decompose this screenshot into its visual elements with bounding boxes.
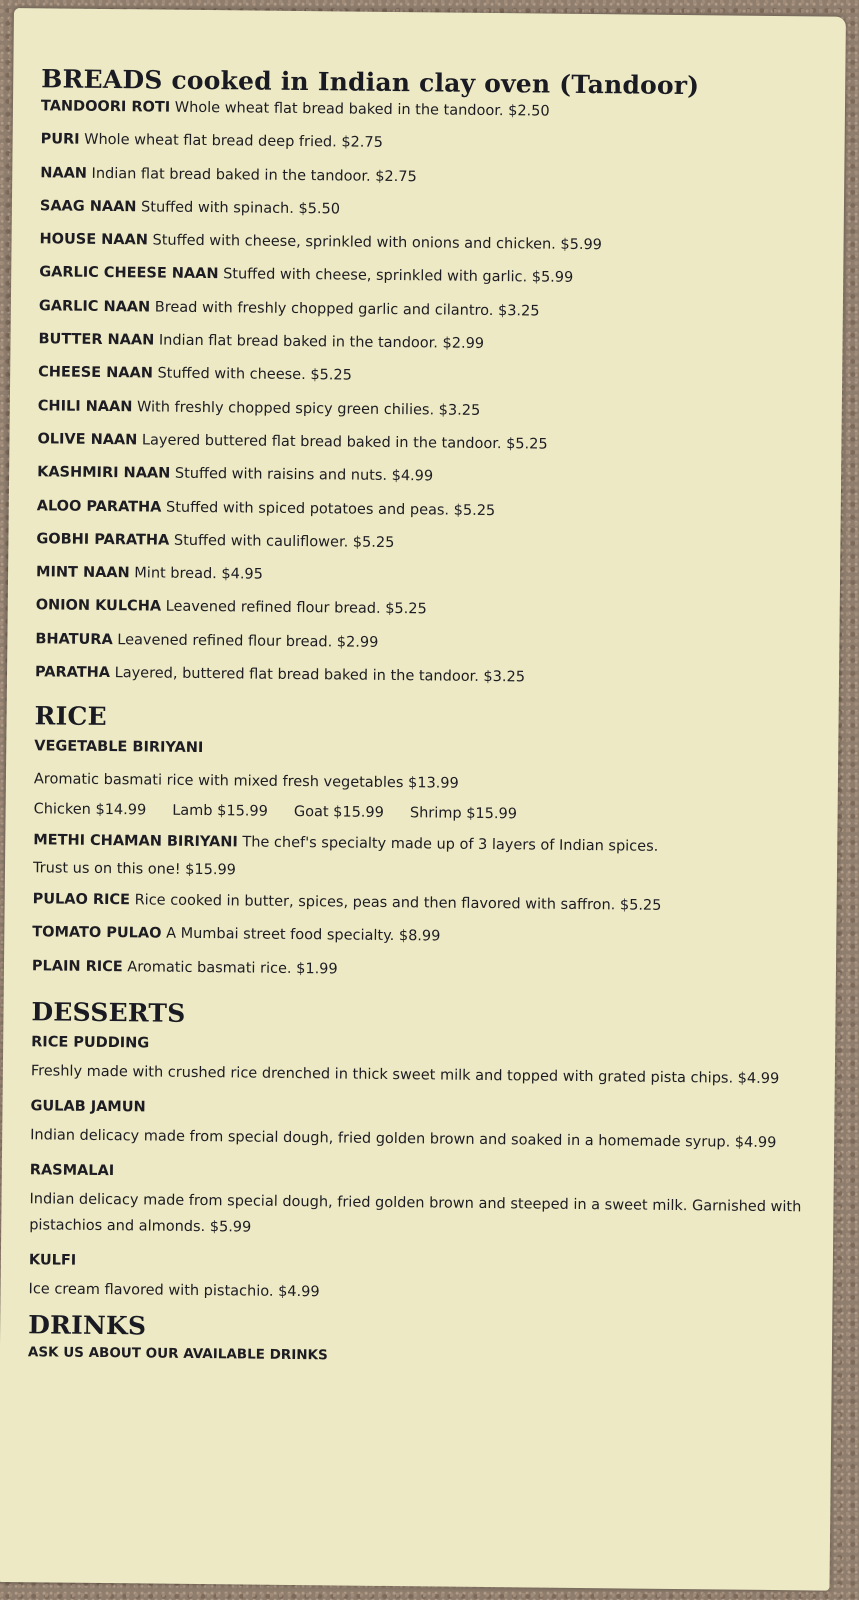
item-name: KULFI <box>28 1252 77 1269</box>
item-desc: Layered buttered flat bread baked in the tandoor. $5.25 <box>137 432 548 453</box>
item-name: HOUSE NAAN <box>39 231 149 249</box>
item-name: CHILI NAAN <box>37 397 133 415</box>
item-desc: Leavened refined flour bread. $5.25 <box>161 599 427 618</box>
item-desc: A Mumbai street food specialty. $8.99 <box>161 925 441 945</box>
drinks-heading: DRINKS <box>28 1310 147 1341</box>
item-name: RASMALAI <box>29 1162 115 1179</box>
item-desc: Leavened refined flour bread. $2.99 <box>112 631 379 651</box>
item-desc-continued: Trust us on this one! $15.99 <box>32 860 237 879</box>
item-name: BHATURA <box>35 631 113 648</box>
item-name: TANDOORI ROTI <box>40 98 171 116</box>
item-desc: Bread with freshly chopped garlic and cilantro. $3.25 <box>150 299 540 320</box>
item-name: ALOO PARATHA <box>36 497 162 516</box>
item-desc: Ice cream flavored with pistachio. $4.99 <box>28 1281 320 1301</box>
item-name: KASHMIRI NAAN <box>37 464 171 482</box>
item-desc: Stuffed with raisins and nuts. $4.99 <box>170 465 434 485</box>
drinks-note: ASK US ABOUT OUR AVAILABLE DRINKS <box>27 1344 328 1364</box>
item-name: RICE PUDDING <box>31 1034 150 1052</box>
item-desc: Indian flat bread baked in the tandoor. $2.99 <box>154 332 485 353</box>
item-name: PURI <box>40 131 80 148</box>
item-name: ONION KULCHA <box>35 597 162 616</box>
item-name: NAAN <box>40 164 88 182</box>
item-name: TOMATO PULAO <box>32 924 162 942</box>
variant-price: Shrimp $15.99 <box>409 804 518 822</box>
item-name: PLAIN RICE <box>31 957 123 975</box>
item-desc: Layered, buttered flat bread baked in the tandoor. $3.25 <box>109 665 526 686</box>
item-desc: Stuffed with cauliflower. $5.25 <box>169 532 395 551</box>
item-desc: Indian delicacy made from special dough, fried golden brown and steeped in a sweet milk. Garnished with pistachios and almonds. $5.99 <box>29 1191 802 1236</box>
menu-content <box>28 64 832 1373</box>
item-name: PULAO RICE <box>32 891 131 909</box>
item-desc: Stuffed with spinach. $5.50 <box>136 199 341 218</box>
item-name: OLIVE NAAN <box>37 431 138 449</box>
item-desc: Stuffed with cheese, sprinkled with onions and chicken. $5.99 <box>147 232 603 254</box>
item-desc: Aromatic basmati rice. $1.99 <box>122 958 338 977</box>
item-desc: Indian delicacy made from special dough, fried golden brown and soaked in a homemade syrup. $4.99 <box>30 1127 777 1151</box>
item-desc: Freshly made with crushed rice drenched in thick sweet milk and topped with grated pista chips. $4.99 <box>30 1063 780 1087</box>
item-name: METHI CHAMAN BIRIYANI <box>33 831 238 851</box>
item-desc: Whole wheat flat bread deep fried. $2.75 <box>79 131 383 152</box>
item-name: GARLIC CHEESE NAAN <box>39 264 219 283</box>
menu-page <box>0 8 846 1591</box>
item-name: VEGETABLE BIRIYANI <box>34 738 204 757</box>
desserts-list <box>28 1026 821 1310</box>
item-desc: Stuffed with cheese, sprinkled with garlic. $5.99 <box>218 266 574 287</box>
item-desc: Indian flat bread baked in the tandoor. $2.75 <box>86 165 417 185</box>
breads-list <box>35 90 831 698</box>
rice-heading: RICE <box>34 701 107 732</box>
item-name: MINT NAAN <box>36 564 130 582</box>
item-name: GULAB JAMUN <box>30 1098 146 1116</box>
item-name: BUTTER NAAN <box>38 331 155 349</box>
breads-heading: BREADS cooked in Indian clay oven (Tandoor) <box>41 64 700 101</box>
variant-price: Goat $15.99 <box>293 803 385 821</box>
item-name: PARATHA <box>34 664 111 682</box>
rice-list <box>32 731 825 992</box>
item-name: SAAG NAAN <box>39 198 137 216</box>
item-desc: Stuffed with cheese. $5.25 <box>152 365 352 384</box>
item-desc: Mint bread. $4.95 <box>129 565 264 583</box>
menu-item <box>32 950 822 992</box>
item-name: GARLIC NAAN <box>38 298 151 316</box>
variant-price: Lamb $15.99 <box>172 802 268 820</box>
item-desc: Rice cooked in butter, spices, peas and then flavored with saffron. $5.25 <box>129 892 662 914</box>
item-name: CHEESE NAAN <box>38 364 153 382</box>
variant-price: Chicken $14.99 <box>33 800 147 819</box>
desserts-heading: DESSERTS <box>31 997 186 1028</box>
item-name: GOBHI PARATHA <box>36 531 170 549</box>
item-desc: With freshly chopped spicy green chilies. $3.25 <box>132 398 481 419</box>
item-desc: Aromatic basmati rice with mixed fresh vegetables $13.99 <box>33 770 459 792</box>
menu-item <box>35 656 825 698</box>
item-desc: The chef's specialty made up of 3 layers of Indian spices. <box>237 834 659 855</box>
item-desc: Whole wheat flat bread baked in the tandoor. $2.50 <box>170 99 550 120</box>
item-desc: Stuffed with spiced potatoes and peas. $5.25 <box>161 499 496 519</box>
